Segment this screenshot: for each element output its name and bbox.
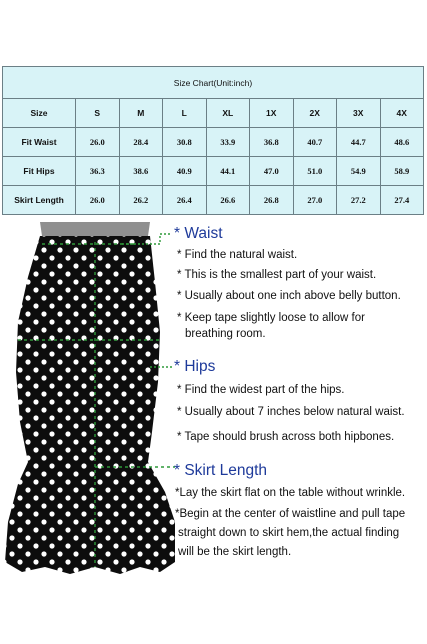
table-cell: 27.0 bbox=[293, 186, 337, 215]
row-label: Fit Hips bbox=[3, 157, 76, 186]
table-cell: 28.4 bbox=[119, 128, 163, 157]
size-header-cell: L bbox=[163, 99, 207, 128]
hips-bullet: * Usually about 7 inches below natural waist. bbox=[177, 406, 405, 418]
skirt-length-bullet: *Lay the skirt flat on the table without wrinkle. bbox=[175, 487, 406, 499]
size-header-cell: S bbox=[76, 99, 120, 128]
table-cell: 27.2 bbox=[337, 186, 381, 215]
skirt-length-bullet: straight down to skirt hem,the actual finding bbox=[178, 527, 400, 539]
table-cell: 30.8 bbox=[163, 128, 207, 157]
size-chart-table bbox=[2, 66, 424, 215]
hips-heading: * Hips bbox=[174, 358, 216, 375]
table-cell: 58.9 bbox=[380, 157, 424, 186]
table-row bbox=[3, 157, 424, 186]
waist-bullet: * Keep tape slightly loose to allow for bbox=[177, 312, 365, 324]
size-header-cell: 3X bbox=[337, 99, 381, 128]
waist-bullet: * This is the smallest part of your waist. bbox=[177, 269, 377, 281]
table-cell: 26.4 bbox=[163, 186, 207, 215]
table-cell: 44.7 bbox=[337, 128, 381, 157]
size-chart-title: Size Chart(Unit:inch) bbox=[3, 67, 424, 99]
row-label: Fit Waist bbox=[3, 128, 76, 157]
size-header-row bbox=[3, 99, 424, 128]
size-header-cell: 1X bbox=[250, 99, 294, 128]
size-header-label: Size bbox=[3, 99, 76, 128]
waist-bullet: * Usually about one inch above belly button. bbox=[177, 290, 401, 302]
grey-top bbox=[40, 222, 150, 236]
skirt-illustration bbox=[0, 222, 175, 644]
row-label: Skirt Length bbox=[3, 186, 76, 215]
table-cell: 26.0 bbox=[76, 128, 120, 157]
table-cell: 26.6 bbox=[206, 186, 250, 215]
table-cell: 51.0 bbox=[293, 157, 337, 186]
table-cell: 26.2 bbox=[119, 186, 163, 215]
table-cell: 40.7 bbox=[293, 128, 337, 157]
table-cell: 26.0 bbox=[76, 186, 120, 215]
skirt-length-bullet: will be the skirt length. bbox=[178, 546, 292, 558]
size-header-cell: XL bbox=[206, 99, 250, 128]
table-cell: 26.8 bbox=[250, 186, 294, 215]
hips-bullet: * Tape should brush across both hipbones. bbox=[177, 431, 395, 443]
table-cell: 47.0 bbox=[250, 157, 294, 186]
table-cell: 36.8 bbox=[250, 128, 294, 157]
table-cell: 38.6 bbox=[119, 157, 163, 186]
table-row bbox=[3, 186, 424, 215]
waist-bullet: breathing room. bbox=[185, 328, 266, 340]
table-cell: 44.1 bbox=[206, 157, 250, 186]
waist-bullet: * Find the natural waist. bbox=[177, 249, 298, 261]
hips-bullet: * Find the widest part of the hips. bbox=[177, 384, 345, 396]
skirt-length-bullet: *Begin at the center of waistline and pull tape bbox=[175, 508, 406, 520]
size-header-cell: M bbox=[119, 99, 163, 128]
table-cell: 48.6 bbox=[380, 128, 424, 157]
table-cell: 36.3 bbox=[76, 157, 120, 186]
skirt-length-heading: * Skirt Length bbox=[174, 462, 268, 479]
table-cell: 33.9 bbox=[206, 128, 250, 157]
skirt-body bbox=[5, 236, 175, 574]
waist-heading: * Waist bbox=[174, 225, 223, 242]
table-cell: 27.4 bbox=[380, 186, 424, 215]
table-row bbox=[3, 128, 424, 157]
table-cell: 54.9 bbox=[337, 157, 381, 186]
table-cell: 40.9 bbox=[163, 157, 207, 186]
size-header-cell: 2X bbox=[293, 99, 337, 128]
size-header-cell: 4X bbox=[380, 99, 424, 128]
